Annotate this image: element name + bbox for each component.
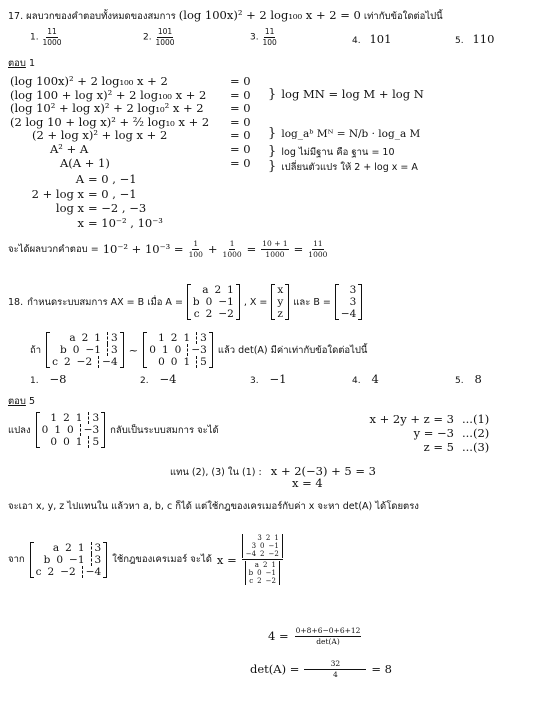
final-frac: [305, 660, 365, 678]
q18-augmented: [30, 332, 367, 368]
cell: 0: [205, 296, 213, 308]
system-tag: ...(1): [462, 412, 490, 426]
q17-header: [8, 8, 443, 24]
matrix-A: [187, 284, 240, 320]
cell: 2: [260, 550, 265, 558]
q18-header: [8, 284, 362, 320]
cell: 1: [158, 332, 165, 344]
cell: 1: [94, 332, 101, 344]
sum-frac: [261, 240, 288, 258]
q18-system: [318, 412, 489, 454]
choice-value: −4: [159, 372, 177, 386]
note-text: เปลี่ยนตัวแปร ให้ 2 + log x = A: [281, 162, 418, 173]
choice-number: 1.: [30, 32, 39, 43]
choice-value: −1: [269, 372, 287, 386]
cell: −1: [218, 296, 234, 308]
cell: 3: [88, 412, 99, 424]
q17-tail: เท่ากับข้อใดต่อไปนี้: [363, 11, 443, 22]
q18-choice-3: [250, 372, 286, 386]
cramer-text: ใช้กฎของเครเมอร์ จะได้: [112, 554, 212, 565]
cell: 3: [91, 554, 102, 566]
cell: −4: [98, 356, 117, 368]
cell: 1: [274, 534, 279, 542]
cell: 3: [196, 332, 207, 344]
step-lhs: log x: [55, 201, 84, 215]
equals-sign: =: [246, 242, 257, 256]
cell: c: [52, 356, 58, 368]
q17-equation: (log 100x)² + 2 log₁₀₀ x + 2 = 0: [178, 8, 361, 22]
cell: −4: [82, 566, 101, 578]
q18-tail: แล้ว det(A) มีค่าเท่ากับข้อใดต่อไปนี้: [217, 344, 368, 356]
system-eq: x + 2y + z = 3: [369, 412, 454, 426]
step-rhs: = 0: [230, 155, 251, 170]
q17-choice-2: [143, 28, 176, 46]
cell: 0: [67, 424, 74, 436]
cell: 1: [75, 412, 83, 424]
cell: 1: [271, 561, 276, 569]
frac-num: 32: [304, 660, 366, 670]
cell: 1: [227, 284, 234, 296]
brace-icon: }: [268, 126, 277, 141]
cell: 0: [63, 436, 70, 448]
q18-cramer: [8, 534, 283, 585]
cell: −1: [265, 569, 276, 577]
cell: 5: [88, 436, 99, 448]
q17-sum: [8, 240, 328, 258]
cell: 3: [251, 542, 257, 550]
cell: 3: [91, 542, 102, 554]
q17-choice-5: [455, 32, 494, 46]
frac-num: 11: [313, 239, 323, 248]
subst-text: แทน (2), (3) ใน (1) :: [170, 467, 262, 478]
frac-den: 100: [188, 249, 203, 259]
q18-substitute: [170, 460, 376, 480]
step-lhs: (log 10² + log x)² + 2 log₁₀² x + 2: [10, 101, 204, 116]
cell: −2: [76, 356, 93, 368]
frac-den: 4: [332, 669, 338, 679]
matrix-X: [271, 284, 289, 320]
q17-solutions: [10, 172, 163, 230]
system-row: [318, 412, 489, 426]
frac-num: 1: [229, 239, 235, 248]
system-row: [318, 440, 489, 454]
cell: 2: [63, 412, 70, 424]
cell: 2: [205, 308, 213, 320]
q17-choice-4: [352, 32, 391, 46]
plus-sign: +: [207, 242, 218, 256]
q18-choice-5: [455, 372, 482, 386]
q18-choice-4: [352, 372, 379, 386]
subst-line: x = 4: [292, 476, 323, 490]
choice-value: −8: [49, 372, 67, 386]
choice-number: 5.: [455, 36, 464, 46]
answer-value: 1: [28, 58, 35, 69]
choice-number: 3.: [250, 376, 259, 386]
x-equals: x =: [216, 552, 237, 567]
step-lhs: (log 100 + log x)² + 2 log₁₀₀ x + 2: [10, 87, 207, 102]
matrix-B: [335, 284, 362, 320]
choice-value: 110: [472, 32, 495, 46]
cell: −1: [69, 553, 85, 566]
cell: b: [43, 553, 51, 566]
step-lhs: (2 log 10 + log x)² + ²⁄₂ log₁₀ x + 2: [10, 114, 210, 129]
cell: −3: [187, 344, 206, 356]
cell: −2: [265, 577, 276, 585]
step-row: [10, 172, 163, 187]
cell: 0: [149, 344, 156, 356]
cell: 3: [349, 284, 357, 296]
cell: 2: [65, 541, 72, 554]
note-text: log_aᵇ Mᴺ = N/b · log_a M: [281, 128, 421, 140]
q18-explain: จะเอา x, y, z ไปแทนใน แล้วหา a, b, c ก็ได้ แต่ใช้กฎของเครเมอร์กับค่า x จะหา det(A) ได้โดยตรง: [8, 501, 419, 512]
cell: −1: [268, 542, 279, 550]
system-eq: z = 5: [423, 440, 454, 454]
sum-frac: [223, 240, 242, 258]
frac-den: 1000: [308, 249, 328, 259]
x-word: , X =: [243, 296, 268, 308]
step-row: [10, 187, 163, 202]
cell: −2: [60, 565, 76, 578]
if-word: ถ้า: [30, 344, 42, 356]
cell: 3: [107, 344, 118, 356]
sum-frac: [308, 240, 327, 258]
q18-text: กำหนดระบบสมการ AX = B เมื่อ A =: [27, 296, 183, 308]
frac-den: 1000: [265, 249, 285, 259]
step-lhs: 2 + log x: [31, 186, 84, 201]
cell: 0: [260, 542, 265, 550]
cell: 1: [183, 332, 191, 344]
step-lhs: (log 100x)² + 2 log₁₀₀ x + 2: [10, 74, 168, 88]
step-row: [10, 143, 266, 157]
choice-number: 4.: [352, 36, 361, 46]
q18-convert: [8, 412, 219, 448]
note-text: log MN = log M + log N: [281, 87, 424, 101]
frac-num: 1: [193, 239, 199, 248]
note-1: [268, 83, 424, 102]
cell: 1: [54, 424, 61, 436]
cell: 2: [265, 534, 271, 542]
and-word: และ B =: [293, 296, 331, 308]
cell: 0: [50, 436, 58, 448]
frac-num: 10 + 1: [262, 239, 288, 248]
choice-value: 4: [371, 372, 379, 386]
cell: 1: [50, 412, 58, 424]
choice-number: 1.: [30, 376, 39, 386]
step-rhs: = 0 , −1: [88, 186, 137, 201]
brace-icon: }: [268, 144, 277, 159]
step-row: [10, 102, 266, 116]
subst-line: x + 2(−3) + 5 = 3: [270, 464, 376, 478]
step-lhs: (2 + log x)² + log x + 2: [32, 128, 168, 143]
final-lhs: det(A) =: [250, 662, 300, 676]
step-lhs: A² + A: [50, 141, 89, 156]
step-rhs: = 0: [230, 141, 251, 156]
frac-num: 11: [47, 27, 57, 36]
cramer-fraction: [242, 534, 283, 585]
choice-number: 3.: [250, 32, 259, 43]
convert-word: แปลง: [8, 424, 31, 436]
note-2: [268, 122, 420, 141]
cell: 2: [63, 356, 71, 368]
cell: 1: [77, 541, 85, 554]
step-rhs: = 10⁻² , 10⁻³: [88, 215, 163, 230]
cell: z: [277, 308, 283, 320]
step-row: [10, 89, 266, 103]
frac-num: 101: [157, 27, 173, 36]
cell: −2: [268, 550, 279, 558]
step-lhs: x: [77, 215, 84, 230]
frac-den: 1000: [155, 37, 175, 47]
step-row: [10, 129, 266, 143]
system-tag: ...(3): [462, 440, 490, 454]
cell: −2: [218, 308, 234, 320]
from-word: จาก: [8, 554, 25, 565]
cell: 0: [170, 356, 178, 368]
step-row: [10, 201, 163, 216]
frac-den: 100: [262, 37, 277, 47]
augmented-matrix-1: [46, 332, 124, 368]
frac-num: 0+8+6−0+6+12: [295, 626, 361, 635]
system-row: [318, 426, 489, 440]
cell: 1: [75, 436, 83, 448]
cell: 0: [257, 569, 262, 577]
final-lhs: 4 =: [268, 629, 289, 643]
cell: a: [52, 541, 60, 554]
cell: 3: [107, 332, 118, 344]
sum-text: จะได้ผลบวกคำตอบ =: [8, 243, 99, 255]
choice-value: 101: [369, 32, 392, 46]
cell: −3: [80, 424, 99, 436]
q17-choice-3: [250, 28, 278, 46]
cell: 2: [214, 284, 222, 296]
brace-icon: }: [268, 159, 277, 174]
cell: 3: [257, 534, 262, 542]
q18-choice-2: [140, 372, 176, 386]
answer-label: ตอบ: [8, 396, 26, 407]
cell: a: [69, 332, 76, 344]
cell: −4: [340, 308, 357, 320]
frac-num: 11: [264, 27, 275, 36]
cell: c: [249, 577, 254, 585]
sum-frac: [189, 240, 203, 258]
choice-number: 2.: [143, 32, 152, 43]
cell: 2: [47, 565, 55, 578]
final-frac: [295, 627, 362, 645]
frac-den: 1000: [42, 37, 62, 47]
answer-label: ตอบ: [8, 58, 26, 69]
cell: a: [254, 561, 259, 569]
cell: x: [277, 284, 284, 296]
cell: b: [248, 569, 254, 577]
q17-derivation: [10, 75, 266, 170]
augmented-matrix-3: [36, 412, 106, 448]
system-eq: y = −3: [413, 426, 454, 440]
choice-value: 8: [474, 372, 482, 386]
q18-number: 18.: [8, 296, 24, 308]
q17-number: 17.: [8, 11, 24, 22]
q17-choice-1: [30, 28, 63, 46]
step-rhs: = 0: [230, 128, 251, 143]
frac-den: 1000: [222, 249, 242, 259]
q18-answer: [8, 394, 35, 409]
fraction-bar: [242, 559, 283, 560]
q18-choice-1: [30, 372, 66, 386]
system-tag: ...(2): [462, 426, 490, 440]
step-row: [10, 216, 163, 231]
q17-answer: [8, 56, 35, 71]
cell: 2: [262, 561, 268, 569]
step-lhs: A: [75, 172, 84, 186]
denominator-determinant: [245, 561, 280, 585]
cell: c: [193, 308, 200, 320]
step-rhs: = −2 , −3: [88, 201, 147, 215]
cell: 2: [257, 577, 262, 585]
cell: 3: [349, 296, 357, 308]
cell: 0: [56, 553, 64, 566]
choice-number: 4.: [352, 376, 361, 386]
sum-expr: 10⁻² + 10⁻³ =: [102, 242, 184, 256]
note-4: [268, 155, 418, 175]
step-row: [10, 116, 266, 130]
cell: −1: [85, 344, 101, 356]
augmented-matrix-4: [30, 542, 108, 578]
q18-final-2: [250, 660, 392, 678]
cell: 1: [161, 344, 169, 356]
cell: 5: [196, 356, 207, 368]
cell: 0: [41, 424, 49, 436]
choice-fraction: [262, 28, 276, 46]
convert-tail: กลับเป็นระบบสมการ จะได้: [110, 424, 219, 436]
cell: 2: [170, 332, 178, 344]
cell: b: [192, 296, 200, 308]
choice-fraction: [42, 28, 61, 46]
step-rhs: = 0: [230, 101, 251, 116]
q17-text: ผลบวกของคำตอบทั้งหมดของสมการ: [26, 11, 176, 22]
tilde-symbol: ~: [128, 343, 139, 357]
final-rhs: = 8: [371, 662, 392, 676]
step-lhs: A(A + 1): [60, 155, 110, 170]
cell: c: [35, 565, 42, 578]
step-rhs: = 0 , −1: [88, 172, 137, 186]
cell: 0: [174, 344, 182, 356]
step-row: [10, 157, 266, 171]
numerator-determinant: [242, 534, 283, 558]
note-text: log ไม่มีฐาน คือ ฐาน = 10: [281, 147, 395, 158]
cell: 0: [158, 356, 165, 368]
cell: 1: [183, 356, 191, 368]
equals-sign: =: [293, 242, 304, 256]
choice-number: 2.: [140, 376, 149, 386]
answer-value: 5: [28, 396, 35, 407]
cell: b: [60, 344, 67, 356]
step-rhs: = 0: [230, 74, 251, 88]
choice-fraction: [155, 28, 174, 46]
cell: y: [277, 296, 284, 308]
step-row: [10, 75, 266, 89]
cell: −4: [245, 550, 257, 558]
cell: 0: [72, 344, 80, 356]
frac-den: det(A): [316, 636, 340, 646]
brace-icon: }: [268, 87, 277, 102]
q18-final-1: [268, 627, 362, 645]
cell: a: [202, 284, 209, 296]
step-rhs: = 0: [230, 114, 251, 129]
choice-number: 5.: [455, 376, 464, 386]
step-rhs: = 0: [230, 87, 251, 102]
augmented-matrix-2: [143, 332, 213, 368]
cell: 2: [81, 332, 89, 344]
